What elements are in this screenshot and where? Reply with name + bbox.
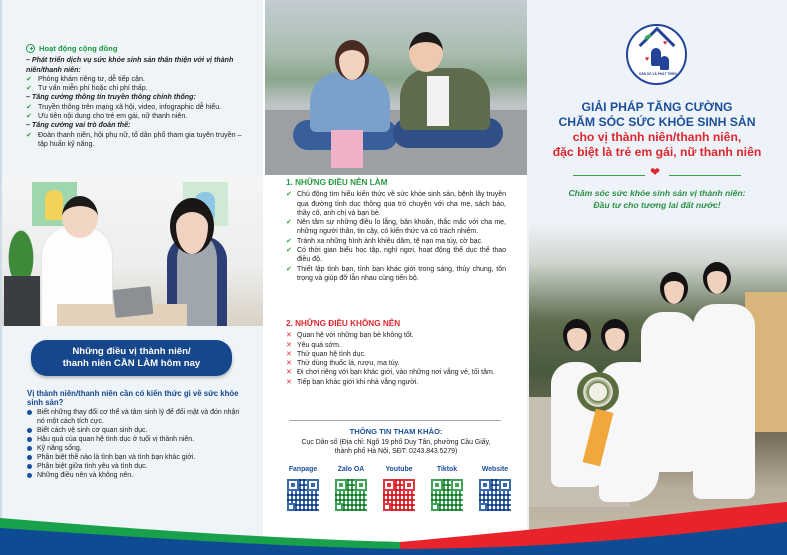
check-icon: ✔: [26, 112, 32, 121]
cross-icon: ✕: [286, 350, 292, 358]
dos-list-item: ✔ Thiết lập tình bạn, tình bạn khác giới trong sáng, thủy chung, tôn trọng và giúp đỡ lẫn nhau cùng tiến bộ.: [286, 265, 506, 282]
community-list-item: ✔ Ưu tiên nội dung cho trẻ em gái, nữ thanh niên.: [26, 112, 188, 121]
qr-tiktok[interactable]: Tiktok: [427, 466, 467, 511]
community-list-item: ✔ Tư vấn miễn phí hoặc chi phí thấp.: [26, 84, 148, 93]
plus-circle-icon: [26, 44, 35, 53]
check-icon: ✔: [286, 247, 292, 255]
community-list-item: ✔ Đoàn thanh niên, hội phụ nữ, tổ dân phố tham gia tuyên truyền – tập huấn kỹ năng.: [26, 130, 242, 148]
check-icon: ✔: [286, 219, 292, 227]
knowledge-list-item: Biết những thay đổi cơ thể và tâm sinh lý để đối mặt và đón nhận nó một cách tích cực.: [27, 408, 249, 426]
cross-icon: ✕: [286, 378, 292, 386]
todo-banner: Những điều vị thành niên/ thanh niên CẦN LÀM hôm nay: [31, 340, 232, 376]
shirt-shape: [427, 76, 449, 126]
bullet-icon: [27, 410, 32, 415]
check-icon: ✔: [286, 237, 292, 245]
face-shape: [601, 319, 629, 351]
qr-code-icon[interactable]: [431, 479, 463, 511]
clinic-consultation-photo: [2, 176, 263, 326]
schoolgirls-ao-dai-photo: [529, 222, 787, 555]
student-boy-head: [409, 32, 443, 72]
student-head: [170, 198, 214, 254]
ao-dai-figure: [693, 304, 755, 499]
bullet-icon: [27, 455, 32, 460]
community-activities-section: [26, 44, 248, 149]
heart-icon: ♥: [645, 56, 650, 63]
qr-zalo-oa[interactable]: Zalo OA: [331, 466, 371, 511]
reference-title: THÔNG TIN THAM KHẢO:: [349, 427, 443, 436]
qr-code-row: [283, 466, 515, 511]
bullet-icon: [27, 464, 32, 469]
knowledge-list-item: Biết cách vệ sinh cơ quan sinh dục.: [27, 426, 249, 435]
face-shape: [563, 319, 591, 351]
chair-shape: [4, 276, 40, 326]
knowledge-section: [27, 389, 249, 480]
knowledge-list-item: Phân biệt thế nào là tình bạn và tình bạn khác giới.: [27, 453, 249, 462]
qr-code-icon[interactable]: [287, 479, 319, 511]
dos-title: 1. NHỮNG ĐIỀU NÊN LÀM: [286, 178, 388, 187]
heart-icon: ♥: [663, 40, 668, 47]
check-icon: ✔: [26, 102, 32, 111]
dos-list-item: ✔ Tránh xa những hình ảnh khiêu dâm, tệ nạn ma túy, cờ bạc.: [286, 237, 483, 245]
dos-list-item: ✔ Có thời gian biểu học tập, nghỉ ngơi, hoạt động thể dục thể thao điều độ.: [286, 247, 506, 264]
community-list-item: ✔ Truyền thông trên mạng xã hội, video, infographic dễ hiểu.: [26, 102, 222, 111]
community-list-item: ✔ Phòng khám riêng tư, dễ tiếp cận.: [26, 74, 145, 83]
community-title: Hoạt động cộng đồng: [39, 44, 118, 53]
cross-icon: ✕: [286, 332, 292, 340]
heart-icon: ❤: [650, 165, 661, 179]
qr-code-icon[interactable]: [335, 479, 367, 511]
population-development-logo: [626, 24, 687, 85]
dos-list-item: ✔ Nên tâm sự những điều lo lắng, băn khoăn, thắc mắc với cha mẹ, những người thân, tin cậy, có kiến thức và có trách nhiệm.: [286, 219, 506, 236]
dos-list-item: ✔ Chủ động tìm hiểu kiến thức về sức khỏe sinh sản, bệnh lây truyền qua đường tình dục thông qua trò chuyện với cha mẹ, sách báo, thầy cô, anh chị và bạn bè.: [286, 191, 506, 217]
reference-info: [266, 427, 526, 456]
heart-divider: [573, 165, 741, 180]
bullet-icon: [27, 437, 32, 442]
qr-website[interactable]: Website: [475, 466, 515, 511]
brochure-title: GIẢI PHÁP TĂNG CƯỜNG CHĂM SÓC SỨC KHỎE SINH SẢN cho vị thành niên/thanh niên, đặc biệt là trẻ em gái, nữ thanh niên: [552, 100, 762, 159]
reference-address-line: thành phố Hà Nội, SĐT: 0243.843.5279): [334, 448, 458, 455]
flower-bouquet: [577, 372, 619, 412]
bullet-icon: [27, 446, 32, 451]
donts-list-item: ✕ Thử quan hệ tình dục.: [286, 350, 366, 358]
section-divider: [289, 420, 501, 421]
check-icon: ✔: [26, 84, 32, 93]
logo-text: DÂN SỐ VÀ PHÁT TRIỂN: [639, 72, 677, 76]
reference-address-line: Cục Dân số (Địa chỉ: Ngõ 19 phố Duy Tân, phường Cầu Giấy,: [301, 439, 491, 446]
cross-icon: ✕: [286, 360, 292, 368]
student-girl-head: [335, 40, 369, 80]
cross-icon: ✕: [286, 369, 292, 377]
slogan: Chăm sóc sức khỏe sinh sản vị thành niên: Đầu tư cho tương lai đất nước!: [568, 188, 746, 210]
student-girl-figure: [310, 72, 390, 132]
community-heading: [26, 44, 248, 53]
donts-list-item: ✕ Đi chơi riêng với bạn khác giới, vào những nơi vắng vẻ, tối tăm.: [286, 369, 495, 377]
notebook-shape: [331, 130, 363, 168]
community-subheading: – Tăng cường thông tin truyền thông chính thống:: [26, 93, 196, 102]
check-icon: ✔: [286, 191, 292, 199]
face-shape: [660, 272, 688, 304]
donts-list-item: ✕ Yêu quá sớm.: [286, 341, 341, 349]
check-icon: ✔: [286, 265, 292, 273]
knowledge-question: Vị thành niên/thanh niên cần có kiến thức gì về sức khỏe sinh sản?: [27, 389, 239, 408]
qr-youtube[interactable]: Youtube: [379, 466, 419, 511]
donts-section: [286, 319, 506, 387]
community-subheading: – Phát triển dịch vụ sức khỏe sinh sản thân thiện với vị thành niên/thanh niên:: [26, 56, 234, 74]
qr-fanpage[interactable]: Fanpage: [283, 466, 323, 511]
qr-code-icon[interactable]: [479, 479, 511, 511]
bullet-icon: [27, 428, 32, 433]
donts-list-item: ✕ Quan hệ với những bạn bè không tốt.: [286, 332, 414, 340]
tablet-shape: [113, 286, 154, 318]
knowledge-list-item: Hậu quả của quan hệ tình dục ở tuổi vị thành niên.: [27, 435, 249, 444]
doctor-head: [62, 196, 98, 238]
knowledge-list-item: Những điều nên và không nên.: [27, 471, 249, 480]
knowledge-list-item: Phân biệt giữa tình yêu và tình dục.: [27, 462, 249, 471]
face-shape: [703, 262, 731, 294]
students-photo: [265, 0, 527, 175]
check-icon: ✔: [26, 130, 32, 139]
knowledge-list-item: Kỹ năng sống.: [27, 444, 249, 453]
donts-list-item: ✕ Thử dùng thuốc lá, rượu, ma túy.: [286, 360, 400, 368]
dos-section: [286, 178, 506, 283]
bullet-icon: [27, 473, 32, 478]
community-subheading: – Tăng cường vai trò đoàn thể:: [26, 121, 131, 130]
check-icon: ✔: [26, 74, 32, 83]
donts-list-item: ✕ Tiếp bạn khác giới khi nhà vắng người.: [286, 378, 419, 386]
cross-icon: ✕: [286, 341, 292, 349]
qr-code-icon[interactable]: [383, 479, 415, 511]
family-figure-icon: [660, 56, 669, 70]
donts-title: 2. NHỮNG ĐIỀU KHÔNG NÊN: [286, 319, 401, 328]
